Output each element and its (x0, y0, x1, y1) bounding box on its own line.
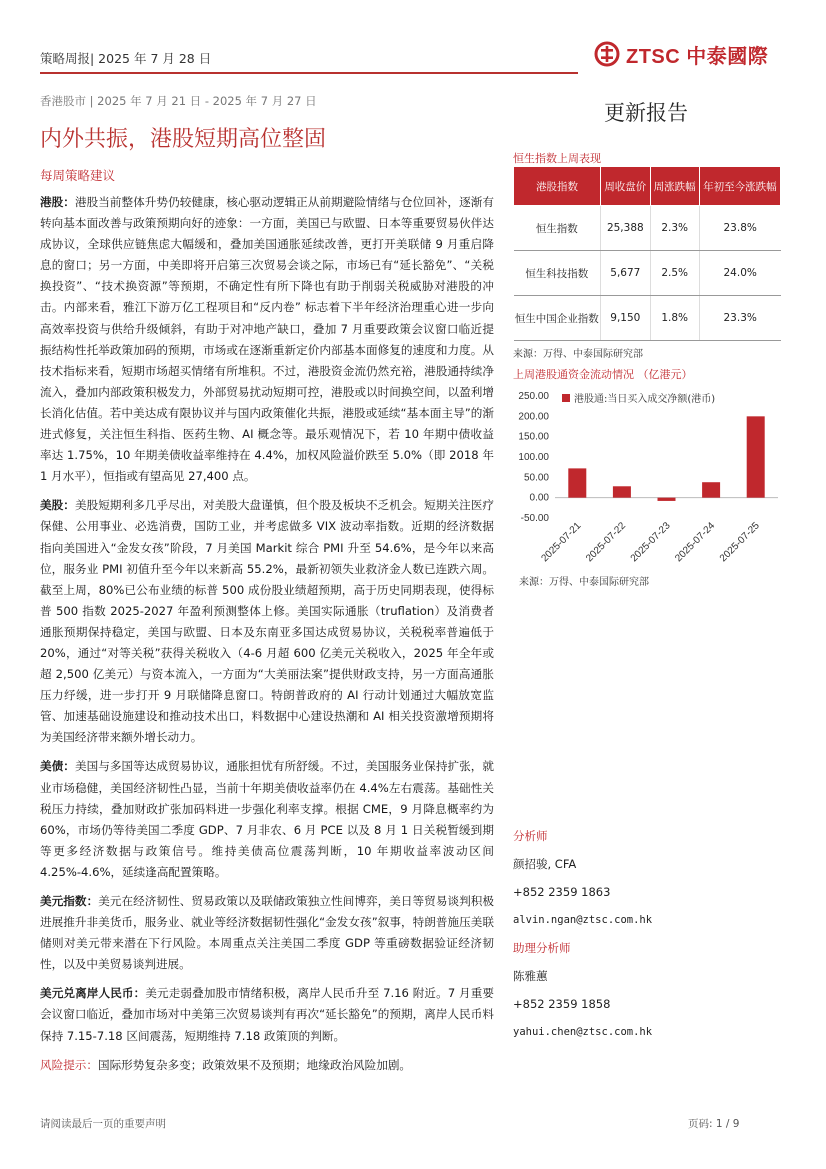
risk-warning (40, 1055, 494, 1076)
index-performance-table (513, 166, 781, 341)
strategy-body (40, 192, 494, 1076)
analyst-name: 颜招骏, CFA (513, 857, 577, 871)
table-cell: 23.8% (699, 206, 780, 251)
column-header: 周收盘价 (601, 167, 650, 206)
bar (658, 498, 676, 501)
table-cell: 2.5% (650, 251, 699, 296)
y-tick-label: 250.00 (518, 391, 549, 402)
analyst-phone: +852 2359 1863 (513, 885, 611, 899)
table-cell: 5,677 (601, 251, 650, 296)
table-cell: 恒生科技指数 (514, 251, 601, 296)
bar (613, 486, 631, 497)
table-header-row (514, 167, 781, 206)
table-row (514, 296, 781, 341)
table-source: 来源：万得、中泰国际研究部 (513, 349, 643, 360)
chart-source: 来源：万得、中泰国际研究部 (519, 577, 649, 588)
analyst-contacts (513, 822, 783, 1046)
y-tick-label: 100.00 (518, 452, 549, 463)
bar (747, 416, 765, 497)
table-row (514, 251, 781, 296)
perf-table-title: 恒生指数上周表现 (513, 152, 601, 165)
bar (568, 468, 586, 497)
section-heading: 每周策略建议 (40, 168, 116, 183)
ztsc-logo (594, 40, 794, 68)
legend-label: 港股通:当日买入成交净额(港币) (574, 394, 716, 405)
paragraph-us-treasuries (40, 756, 494, 883)
southbound-flow-chart (510, 384, 786, 570)
y-tick-label: 200.00 (518, 411, 549, 423)
paragraph-dollar-index (40, 891, 494, 975)
risk-text: 国际形势复杂多变；政策效果不及预期；地缘政治风险加剧。 (97, 1057, 412, 1072)
assistant-name: 陈雅蕙 (513, 969, 548, 983)
table-cell: 恒生中国企业指数 (514, 296, 601, 341)
paragraph-text: 美股短期利多几乎尽出，对美股大盘谨慎，但个股及板块不乏机会。短期关注医疗保健、公用事业、必选消费，国防工业，并考虑做多 VIX 波动率指数。近期的经济数据指向美国进入“金发女孩”阶段，7 月美国 Markit 综合 PMI 升至 54.6%，是今年以来高位，服务业 PMI 初值升至今年以来新高 55.2%，最新初领失业救济金人数已连跌六周。截至上周，80%已公布业绩的标普 500 成份股业绩超预期，高于历史同期表现，使得标普 500 指数 2025-2027 年盈利预测整体上修。美国实际通胀（truflation）及消费者通胀预期保持稳定，美国与欧盟、日本及东南亚多国达成贸易协议，关税税率普遍低于 20%，通过“对等关税”获得关税收入（4-6 月超 600 亿美元关税收入，2025 年全年或超 2,500 亿美元）与资本流入，一方面为“大美丽法案”提供财政支持，另一方面高通胀压力纾缓，进一步打开 9 月联储降息窗口。特朗普政府的 AI 行动计划通过大幅放宽监管、加速基础设施建设和推动技术出口，料数据中心建设热潮和 AI 相关投资激增预期将为美国经济带来额外增长动力。 (40, 498, 494, 745)
page-title: 内外共振，港股短期高位整固 (40, 127, 327, 152)
table-cell: 23.3% (699, 296, 780, 341)
ztsc-logo-icon (594, 41, 620, 67)
paragraph-us-stocks (40, 495, 494, 748)
y-tick-label: -50.00 (520, 513, 549, 524)
report-date-header: 策略周报| 2025 年 7 月 28 日 (40, 51, 212, 66)
x-tick-label: 2025-07-23 (628, 520, 673, 565)
analyst-email-link[interactable]: alvin.ngan@ztsc.com.hk (513, 914, 653, 926)
risk-label: 风险提示： (40, 1057, 98, 1072)
paragraph-lead: 美股： (40, 498, 75, 513)
paragraph-text: 美元在经济韧性、贸易政策以及联储政策独立性间博弈，美日等贸易谈判积极进展推升非美货币，服务业、就业等经济数据韧性强化“金发女孩”叙事，特朗普施压美联储则对美元带来潜在下行风险。本周重点关注美国二季度 GDP 等重磅数据验证经济韧性，以及中美贸易谈判进展。 (40, 894, 494, 972)
x-tick-label: 2025-07-24 (673, 520, 718, 565)
table-cell: 恒生指数 (514, 206, 601, 251)
column-header: 年初至今涨跌幅 (699, 167, 780, 206)
analyst-role-label: 分析师 (513, 829, 548, 843)
paragraph-lead: 美元指数： (40, 894, 99, 908)
page-number: 页码: 1 / 9 (688, 1118, 740, 1130)
table-cell: 1.8% (650, 296, 699, 341)
legend-swatch (562, 394, 570, 402)
logo-wordmark: ZTSC 中泰國際 (626, 45, 769, 68)
assistant-email-link[interactable]: yahui.chen@ztsc.com.hk (513, 1026, 653, 1038)
report-type: 更新报告 (604, 101, 688, 125)
column-header: 周涨跌幅 (650, 167, 699, 206)
x-tick-label: 2025-07-21 (539, 520, 584, 565)
table-cell: 2.3% (650, 206, 699, 251)
paragraph-lead: 港股： (40, 195, 75, 209)
paragraph-text: 美元走弱叠加股市情绪积极，离岸人民币升至 7.16 附近。7 月重要会议窗口临近，叠加市场对中美第三次贸易谈判有再次“延长豁免”的预期，离岸人民币料保持 7.15-7.18 区间震荡，短期维持 7.18 政策顶的判断。 (40, 986, 494, 1043)
bar (702, 482, 720, 497)
table-cell: 9,150 (601, 296, 650, 341)
paragraph-hk-stocks (40, 192, 494, 487)
x-tick-label: 2025-07-22 (584, 520, 629, 565)
y-tick-label: 0.00 (529, 492, 549, 504)
table-cell: 24.0% (699, 251, 780, 296)
paragraph-usd-cnh (40, 983, 494, 1046)
market-period: 香港股市 | 2025 年 7 月 21 日 - 2025 年 7 月 27 日 (40, 94, 317, 108)
paragraph-text: 美国与多国等达成贸易协议，通胀担忧有所舒缓。不过，美国服务业保持扩张，就业市场稳健，美国经济韧性凸显，当前十年期美债收益率仍在 4.4%左右震荡。基础性关税压力持续，叠加财政扩张加码料进一步强化利率支撑。根据 CME，9 月降息概率约为 60%，市场仍等待美国二季度 GDP、7 月非农、6 月 PCE 以及 8 月 1 日关税暂缓到期等更多经济数据与政策信号。维持美债高位震荡判断，10 年期收益率波动区间 4.25%-4.6%，延续逢高配置策略。 (40, 759, 494, 879)
paragraph-lead: 美债： (40, 759, 75, 774)
x-tick-label: 2025-07-25 (717, 520, 762, 565)
assistant-phone: +852 2359 1858 (513, 997, 611, 1011)
assistant-role-label: 助理分析师 (513, 941, 571, 955)
table-row (514, 206, 781, 251)
y-tick-label: 150.00 (518, 431, 549, 443)
header-divider (40, 72, 578, 74)
paragraph-text: 港股当前整体升势仍较健康，核心驱动逻辑正从前期避险情绪与仓位回补，逐渐有转向基本面改善与政策预期向好的迹象：一方面，美国已与欧盟、日本等重要贸易伙伴达成协议，全球供应链焦虑大幅缓和，叠加美国通胀延续改善，更打开美联储 9 月重启降息的窗口；另一方面，中美即将开启第三次贸易会谈之际，市场已有“延长豁免”、“关税换投资”、“技术换资源”等预期，不确定性有所下降也有助于削弱关税威胁对港股的冲击。内部来看，雅江下游万亿工程项目和“反内卷” 标志着下半年经济治理重心进一步向高效率投资与供给升级倾斜，有助于对冲地产缺口，叠加 7 月重要政策会议窗口临近提振结构性托举政策加码的预期，市场或在逐渐重新定价内部基本面修复的速度和力度。从技术指标来看，短期市场超买情绪有所堆积。不过，港股资金流仍然充裕，港股通持续净流入，叠加内部政策积极发力，外部贸易扰动短期可控，港股或以时间换空间，以盈利增长消化估值。若中美达成有限协议并与国内政策催化共振，港股或延续“基本面主导”的渐进式修复，关注恒生科指、医药生物、AI 概念等。最乐观情况下，若 10 年期中债收益率达 1.75%，10 年期美债收益率维持在 4.4%，加权风险溢价跌至 5.0%（即 2018 年 1 月水平），恒指或有望高见 27,400 点。 (40, 195, 494, 484)
column-header: 港股指数 (514, 167, 601, 206)
y-tick-label: 50.00 (523, 472, 549, 484)
chart-title: 上周港股通资金流动情况 （亿港元） (513, 368, 693, 381)
table-cell: 25,388 (601, 206, 650, 251)
disclaimer-note: 请阅读最后一页的重要声明 (40, 1118, 166, 1130)
paragraph-lead: 美元兑离岸人民币： (40, 986, 146, 1001)
